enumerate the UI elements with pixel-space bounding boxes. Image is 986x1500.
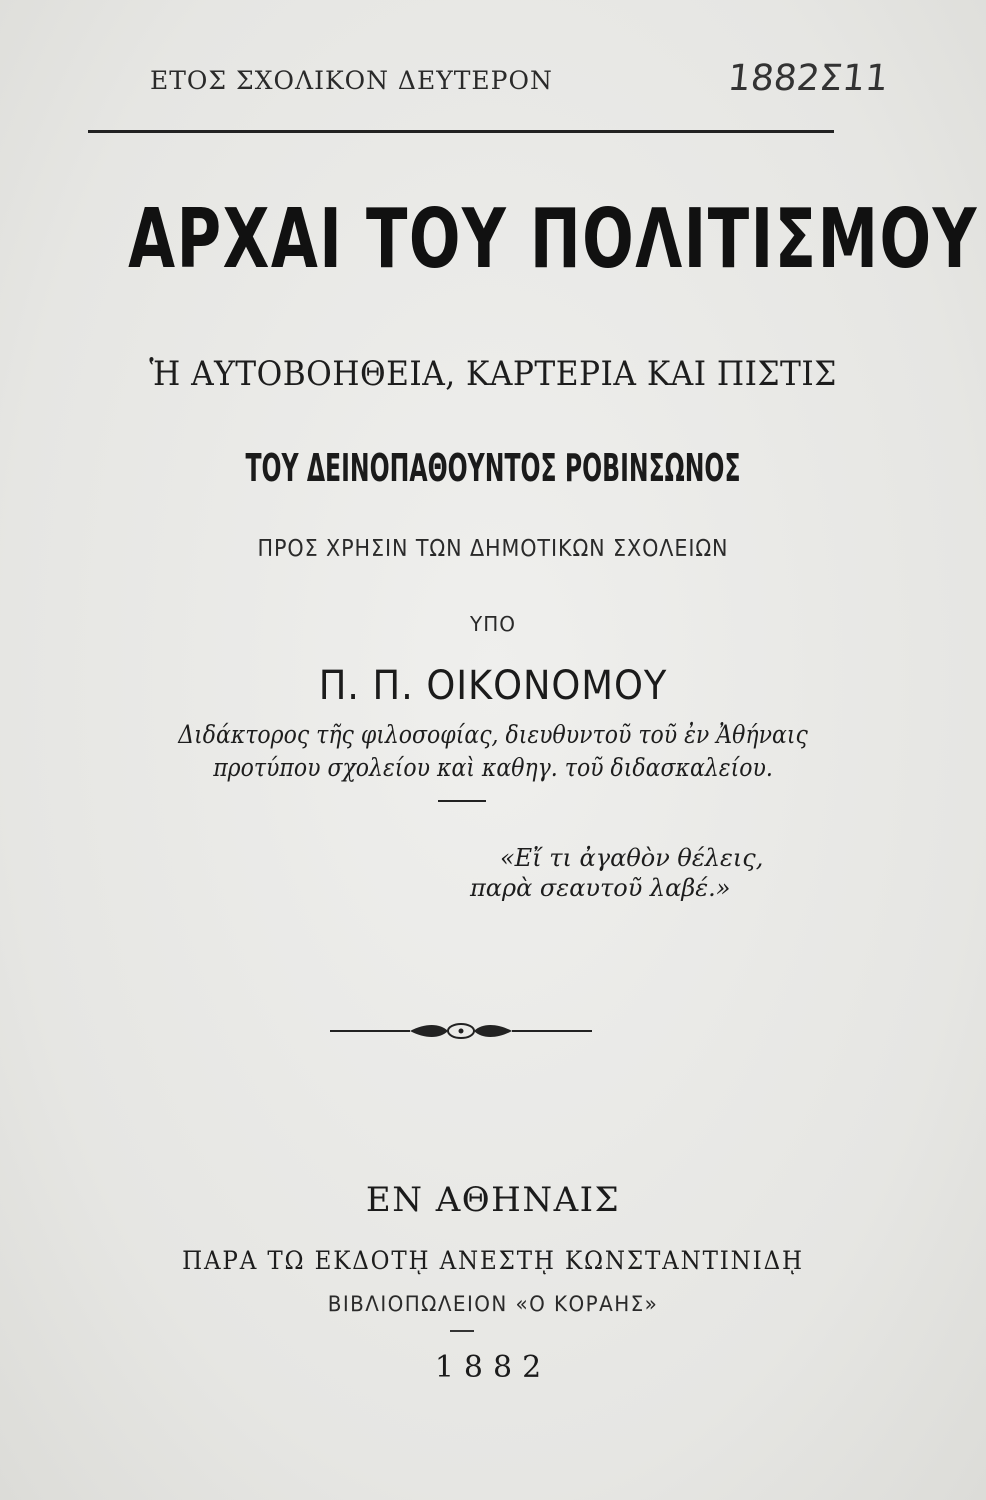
- author-credentials-line-1: Διδάκτορος τῆς φιλοσοφίας, διευθυντοῦ τοῦ ἐν Ἀθήναις: [178, 720, 808, 749]
- by-label: ΥΠΟ: [470, 612, 516, 636]
- ornamental-rule: [330, 1020, 592, 1042]
- series-heading: ΕΤΟΣ ΣΧΟΛΙΚΟΝ ΔΕΥΤΕΡΟΝ: [150, 66, 553, 95]
- purpose-line: ΠΡΟΣ ΧΡΗΣΙΝ ΤΩΝ ΔΗΜΟΤΙΚΩΝ ΣΧΟΛΕΙΩΝ: [257, 536, 729, 562]
- author-credentials-line-2: προτύπου σχολείου καὶ καθηγ. τοῦ διδασκαλείου.: [213, 753, 773, 782]
- section-divider: [438, 800, 486, 802]
- motto-line-2: παρὰ σεαυτοῦ λαβέ.»: [470, 874, 731, 902]
- imprint-place: ΕΝ ΑΘΗΝΑΙΣ: [365, 1180, 621, 1220]
- top-rule: [88, 130, 834, 133]
- imprint-publisher: ΠΑΡΑ ΤΩ ΕΚΔΟΤῌ ΑΝΕΣΤῌ ΚΩΝΣΤΑΝΤΙΝΙΔῌ: [182, 1246, 804, 1275]
- author-name: Π. Π. ΟΙΚΟΝΟΜΟΥ: [318, 663, 668, 709]
- subtitle-line-2: ΤΟΥ ΔΕΙΝΟΠΑΘΟΥΝΤΟΣ ΡΟΒΙΝΣΩΝΟΣ: [245, 446, 741, 490]
- year-divider: [450, 1330, 474, 1332]
- motto-line-1: «Εἴ τι ἀγαθὸν θέλεις,: [500, 844, 764, 872]
- subtitle-line-1: Ἡ ΑΥΤΟΒΟΗΘΕΙΑ, ΚΑΡΤΕΡΙΑ ΚΑΙ ΠΙΣΤΙΣ: [149, 354, 837, 394]
- main-title: ΑΡΧΑΙ ΤΟΥ ΠΟΛΙΤΙΣΜΟΥ: [128, 192, 978, 287]
- imprint-bookshop: ΒΙΒΛΙΟΠΩΛΕΙΟΝ «Ο ΚΟΡΑΗΣ»: [327, 1292, 659, 1316]
- imprint-year: 1882: [434, 1350, 552, 1385]
- handwritten-catalog-mark: 1882Σ11: [725, 58, 891, 99]
